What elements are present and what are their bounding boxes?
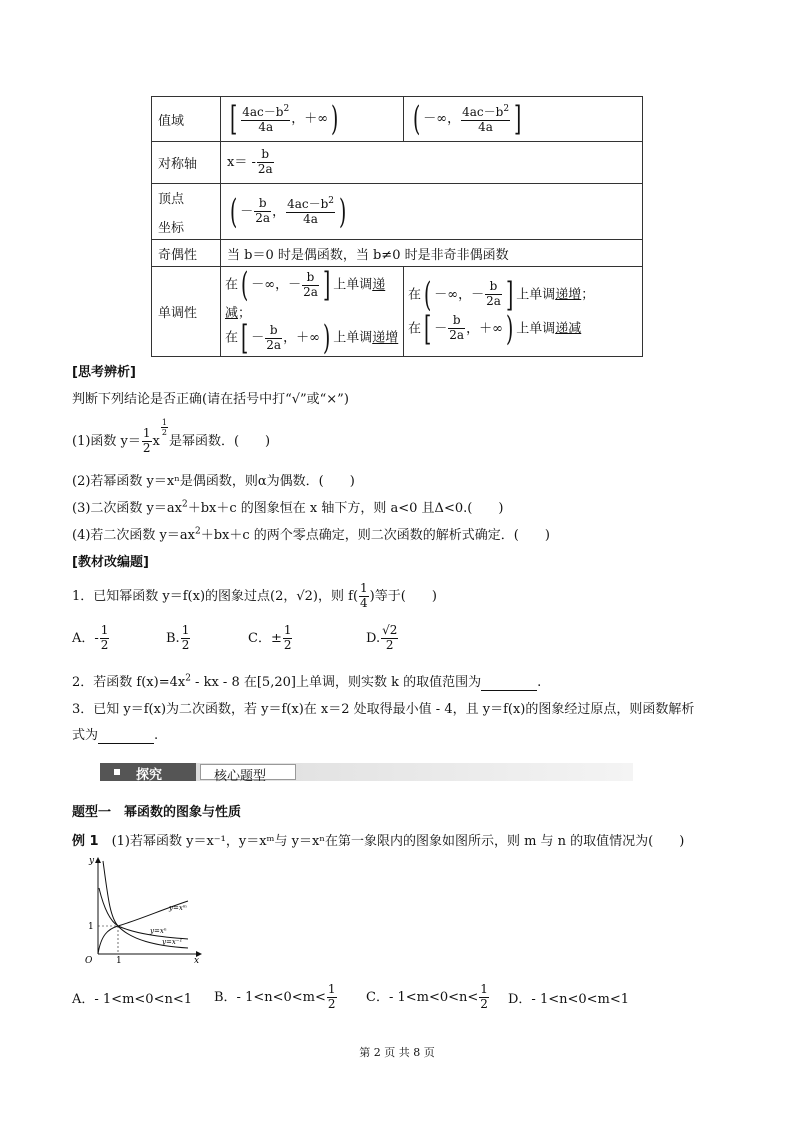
textbook-heading: [教材改编题]: [72, 555, 149, 570]
page-footer: 第 2 页 共 8 页: [359, 1046, 435, 1059]
banner-tag: 探究: [136, 768, 163, 783]
x-one-label: 1: [116, 956, 122, 965]
example-1-option-d: D．- 1<n<0<m<1: [508, 992, 630, 1007]
range-right-cell: ( －∞， $\frac{4ac-b^2}{4a}$ ]: [404, 97, 643, 142]
curve-n: [99, 888, 188, 939]
example-1-question: 例 1 (1)若幂函数 y＝x⁻¹，y＝xᵐ与 y＝xⁿ在第一象限内的图象如图所示，则 m 与 n 的取值情况为( ): [72, 834, 685, 849]
think-q1: (1)函数 y＝ $\frac{1}{2}$ x $\frac{1}{2}$ 是幂函数．( ): [72, 418, 271, 456]
range-label: 值域: [152, 97, 221, 142]
think-intro: 判断下列结论是否正确(请在括号中打“√”或“×”): [72, 392, 349, 407]
monotonicity-label: 单调性: [152, 267, 221, 357]
vertex-label: 顶点 坐标: [152, 184, 221, 240]
quadratic-properties-table: [151, 96, 643, 357]
banner-square-icon: [114, 769, 120, 775]
vertex-value: ( － $\frac{b}{2a}$ ， $\frac{4ac-b^2}{4a}$ ): [221, 184, 643, 240]
problem-3-line1: 3．已知 y＝f(x)为二次函数，若 y＝f(x)在 x＝2 处取得最小值 - 4，且 y＝f(x)的图象经过原点，则函数解析: [72, 702, 695, 717]
problem-1-option-c: C．± $\frac{1}{2}$: [248, 623, 292, 652]
banner-tag-box: [100, 763, 196, 781]
think-q4: (4)若二次函数 $y=ax^2+bx+c$ 的两个零点确定，则二次函数的解析式确定．( ): [72, 526, 550, 543]
x-axis-label: x: [194, 956, 200, 965]
curve-inverse-label: y=x⁻¹: [162, 938, 183, 946]
problem-1: 1．已知幂函数 y＝f(x)的图象过点(2，√2)，则 f( $\frac{1}{4}$ )等于( ): [72, 581, 437, 610]
problem-3-line2: 式为 .: [72, 728, 159, 743]
problem-3-answer-blank[interactable]: [98, 728, 154, 744]
range-left-cell: [ $\frac{4ac-b^2}{4a}$ ，＋∞): [221, 97, 404, 142]
problem-1-option-a: A．- $\frac{1}{2}$: [72, 623, 109, 652]
think-q3: (3)二次函数 $y=ax^2+bx+c$ 的图象恒在 x 轴下方，则 a<0 且Δ<0.( ): [72, 499, 504, 516]
power-function-graph: [76, 853, 206, 965]
origin-label: O: [85, 956, 93, 965]
y-one-label: 1: [88, 922, 94, 932]
problem-2: 2．若函数 $f(x)=4x^2$ - kx - 8 在[5,20]上单调，则实数 k 的取值范围为 .: [72, 673, 542, 690]
problem-1-option-d: D. $\frac{√2}{2}$: [366, 623, 398, 652]
section-banner: [100, 763, 633, 784]
example-1-option-a: A．- 1<m<0<n<1: [72, 992, 192, 1007]
monotonicity-left: 在( －∞，－ $\frac{b}{2a}$ ] 上单调递减； 在[ － $\frac{b}{2a}$ ，＋∞) 上单调递增: [221, 267, 404, 357]
axis-label: 对称轴: [152, 142, 221, 184]
example-1-option-b: B．- 1<n<0<m< $\frac{1}{2}$: [214, 982, 336, 1011]
curve-n-label: y=xⁿ: [150, 927, 167, 935]
y-axis-label: y: [89, 856, 95, 866]
banner-title: 核心题型: [214, 769, 267, 784]
problem-2-answer-blank[interactable]: [481, 675, 537, 691]
problem-1-option-b: B. $\frac{1}{2}$: [166, 623, 190, 652]
parity-value: 当 b＝0 时是偶函数，当 b≠0 时是非奇非偶函数: [221, 240, 643, 267]
example-1-option-c: C．- 1<m<0<n< $\frac{1}{2}$: [366, 982, 488, 1011]
parity-label: 奇偶性: [152, 240, 221, 267]
type1-heading: 题型一 幂函数的图象与性质: [72, 805, 242, 820]
curve-m-label: y=xᵐ: [169, 904, 188, 912]
axis-value: x＝ - $\frac{b}{2a}$: [221, 142, 643, 184]
think-q2: (2)若幂函数 y＝xⁿ是偶函数，则α为偶数．( ): [72, 474, 355, 489]
monotonicity-right: 在( －∞，－ $\frac{b}{2a}$ ] 上单调递增； 在[ － $\frac{b}{2a}$ ，＋∞) 上单调递减: [404, 267, 643, 357]
think-heading: [思考辨析]: [72, 365, 136, 380]
